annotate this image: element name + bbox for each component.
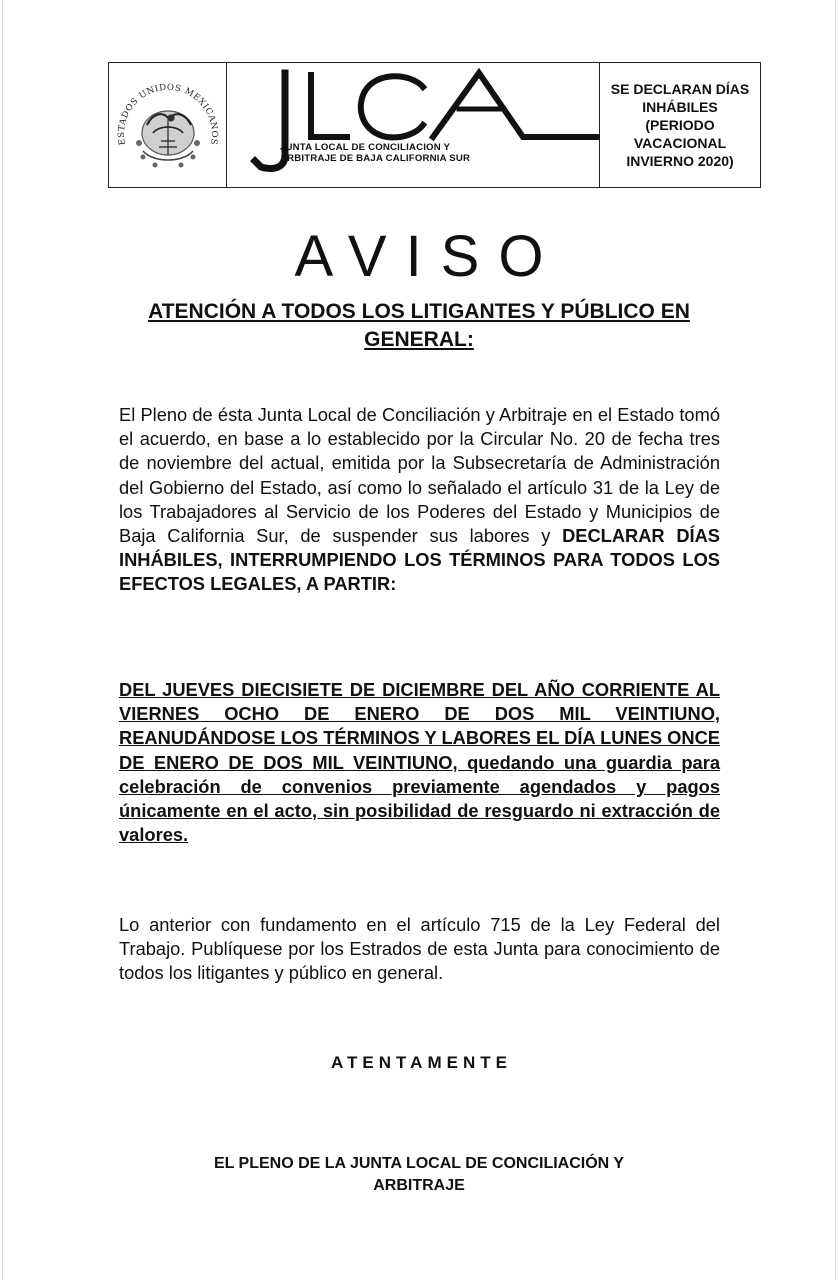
- notice-line-3: (PERIODO VACACIONAL: [633, 117, 727, 151]
- signature-line-1: EL PLENO DE LA JUNTA LOCAL DE CONCILIACIÓN Y: [213, 1155, 625, 1172]
- paragraph-1-emphasis: DECLARAR DÍAS INHÁBILES, INTERRUMPIENDO LOS TÉRMINOS PARA TODOS LOS EFECTOS LEGALES, A PARTIR:: [119, 525, 720, 595]
- notice-line-4: INVIERNO 2020): [626, 153, 734, 169]
- mexico-coat-of-arms-icon: [109, 63, 227, 189]
- page-subtitle: ATENCIÓN A TODOS LOS LITIGANTES Y PÚBLICO EN GENERAL:: [148, 300, 690, 351]
- paragraph-2: DEL JUEVES DIECISIETE DE DICIEMBRE DEL AÑO CORRIENTE AL VIERNES OCHO DE ENERO DE DOS MIL VEINTIUNO, REANUDÁNDOSE LOS TÉRMINOS Y LABORES EL DÍA LUNES ONCE DE ENERO DE DOS MIL VEINTIUNO, quedando una guardia para celebración de convenios previamente agendados y pagos únicamente en el acto, sin posibilidad de resguardo ni extracción de valores.: [119, 679, 720, 846]
- signature: [150, 1153, 688, 1197]
- svg-text:ESTADOS UNIDOS MEXICANOS: ESTADOS UNIDOS MEXICANOS: [116, 82, 220, 146]
- jlca-logo-cell: [227, 63, 600, 187]
- notice-line-2: INHÁBILES: [642, 99, 718, 115]
- logo-line-2: ARBITRAJE DE BAJA CALIFORNIA SUR: [280, 152, 471, 164]
- closing: ATENTAMENTE: [331, 1053, 512, 1072]
- logo-line-1: JUNTA LOCAL DE CONCILIACION Y: [280, 142, 451, 153]
- page-border: [2, 0, 836, 1280]
- notice-text: [605, 80, 755, 170]
- page-title: AVISO: [294, 224, 563, 289]
- notice-line-1: SE DECLARAN DÍAS: [610, 81, 750, 97]
- paragraph-3: Lo anterior con fundamento en el artículo 715 de la Ley Federal del Trabajo. Publíquese por los Estrados de esta Junta para conocimiento de todos los litigantes y público en general.: [119, 914, 720, 984]
- notice-cell: [600, 63, 760, 187]
- paragraph-1-text: El Pleno de ésta Junta Local de Conciliación y Arbitraje en el Estado tomó el acuerdo, en base a lo establecido por la Circular No. 20 de fecha tres de noviembre del actual, emitida por la Subsecretaría de Administración del Gobierno del Estado, así como lo señalado el artículo 31 de la Ley de los Trabajadores al Servicio de los Poderes del Estado y Municipios de Baja California Sur, de suspender sus labores y: [119, 404, 720, 547]
- mexico-seal-cell: [109, 63, 227, 187]
- paragraph-1: [119, 403, 720, 597]
- jlca-logo: [227, 63, 600, 189]
- header-table: [108, 62, 761, 188]
- jlca-logo-subtitle: [280, 143, 470, 164]
- signature-line-2: ARBITRAJE: [373, 1177, 465, 1194]
